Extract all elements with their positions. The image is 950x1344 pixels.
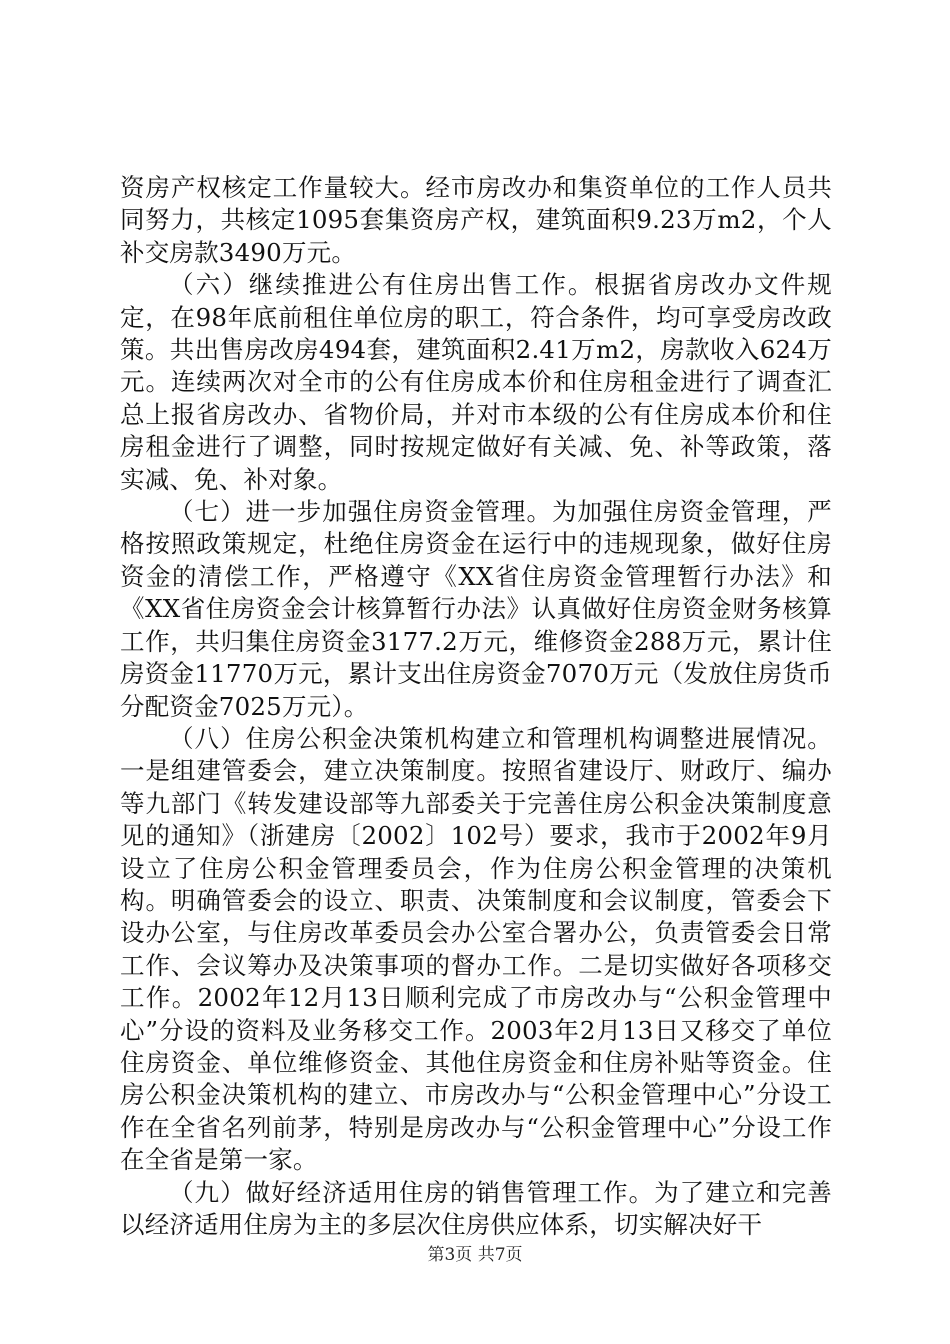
paragraph-continued: 资房产权核定工作量较大。经市房改办和集资单位的工作人员共同努力，共核定1095套集资房产权，建筑面积9.23万m2，个人补交房款3490万元。 (120, 173, 832, 267)
document-body (120, 172, 832, 1241)
paragraph-section-9: （九）做好经济适用住房的销售管理工作。为了建立和完善以经济适用住房为主的多层次住房供应体系，切实解决好干 (120, 1177, 832, 1239)
paragraph-section-6: （六）继续推进公有住房出售工作。根据省房改办文件规定，在98年底前租住单位房的职工，符合条件，均可享受房改政策。共出售房改房494套，建筑面积2.41万m2，房款收入624万元。连续两次对全市的公有住房成本价和住房租金进行了调查汇总上报省房改办、省物价局，并对市本级的公有住房成本价和住房租金进行了调整，同时按规定做好有关减、免、补等政策，落实减、免、补对象。 (120, 270, 832, 494)
page-footer (0, 1244, 950, 1266)
paragraph-section-7: （七）进一步加强住房资金管理。为加强住房资金管理，严格按照政策规定，杜绝住房资金在运行中的违规现象，做好住房资金的清偿工作，严格遵守《XX省住房资金管理暂行办法》和《XX省住房资金会计核算暂行办法》认真做好住房资金财务核算工作，共归集住房资金3177.2万元，维修资金288万元，累计住房资金11770万元，累计支出住房资金7070万元（发放住房货币分配资金7025万元）。 (120, 497, 832, 721)
page-number-label: 第3页 共7页 (427, 1245, 523, 1265)
paragraph-section-8: （八）住房公积金决策机构建立和管理机构调整进展情况。一是组建管委会，建立决策制度。按照省建设厅、财政厅、编办等九部门《转发建设部等九部委关于完善住房公积金决策制度意见的通知》（浙建房〔2002〕102号）要求，我市于2002年9月设立了住房公积金管理委员会，作为住房公积金管理的决策机构。明确管委会的设立、职责、决策制度和会议制度，管委会下设办公室，与住房改革委员会办公室合署办公，负责管委会日常工作、会议筹办及决策事项的督办工作。二是切实做好各项移交工作。2002年12月13日顺利完成了市房改办与“公积金管理中心”分设的资料及业务移交工作。2003年2月13日又移交了单位住房资金、单位维修资金、其他住房资金和住房补贴等资金。住房公积金决策机构的建立、市房改办与“公积金管理中心”分设工作在全省名列前茅，特别是房改办与“公积金管理中心”分设工作在全省是第一家。 (120, 723, 832, 1175)
